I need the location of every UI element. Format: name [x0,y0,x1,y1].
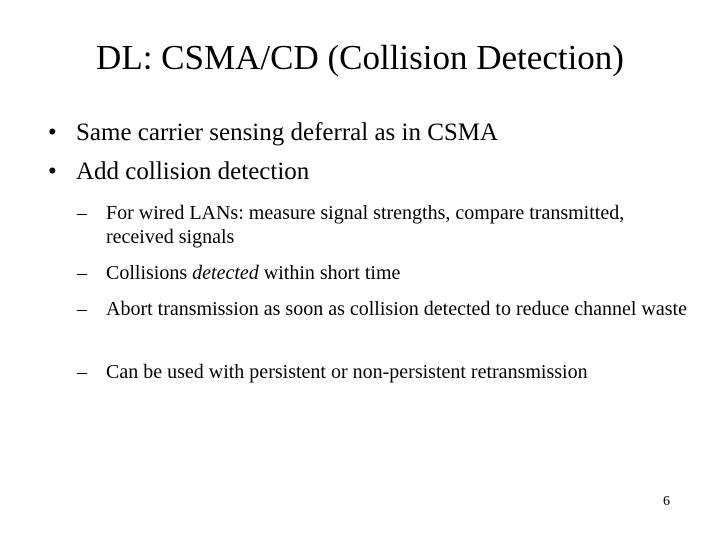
sub-bullet-item [77,201,646,249]
bullet-text: Add collision detection [76,158,310,185]
bullet-item [48,155,309,189]
sub-bullet-text: Can be used with persistent or non-persistent retransmission [106,361,588,383]
sub-bullet-item [77,261,696,285]
sub-bullet-text: For wired LANs: measure signal strengths, compare transmitted, received signals [106,202,625,248]
slide-title: DL: CSMA/CD (Collision Detection) [96,38,624,77]
sub-bullet-text: Abort transmission as soon as collision detected to reduce channel waste [106,298,687,320]
sub-bullet-marker: – [77,202,87,224]
sub-bullet-marker: – [77,298,87,320]
bullet-item [48,116,498,150]
sub-bullet-text [106,261,696,285]
bullet-marker: • [48,158,57,185]
sub-bullet-text-start: Collisions [106,262,193,284]
bullet-marker: • [48,119,57,146]
sub-bullet-marker: – [77,361,87,383]
sub-bullet-item [77,297,696,321]
sub-bullet-text-end: within short time [258,262,401,284]
page-number: 6 [663,494,670,509]
sub-bullet-item [77,360,696,384]
bullet-text: Same carrier sensing deferral as in CSMA [76,119,499,146]
emphasized-word: detected [192,262,259,284]
sub-bullet-marker: – [77,262,87,284]
